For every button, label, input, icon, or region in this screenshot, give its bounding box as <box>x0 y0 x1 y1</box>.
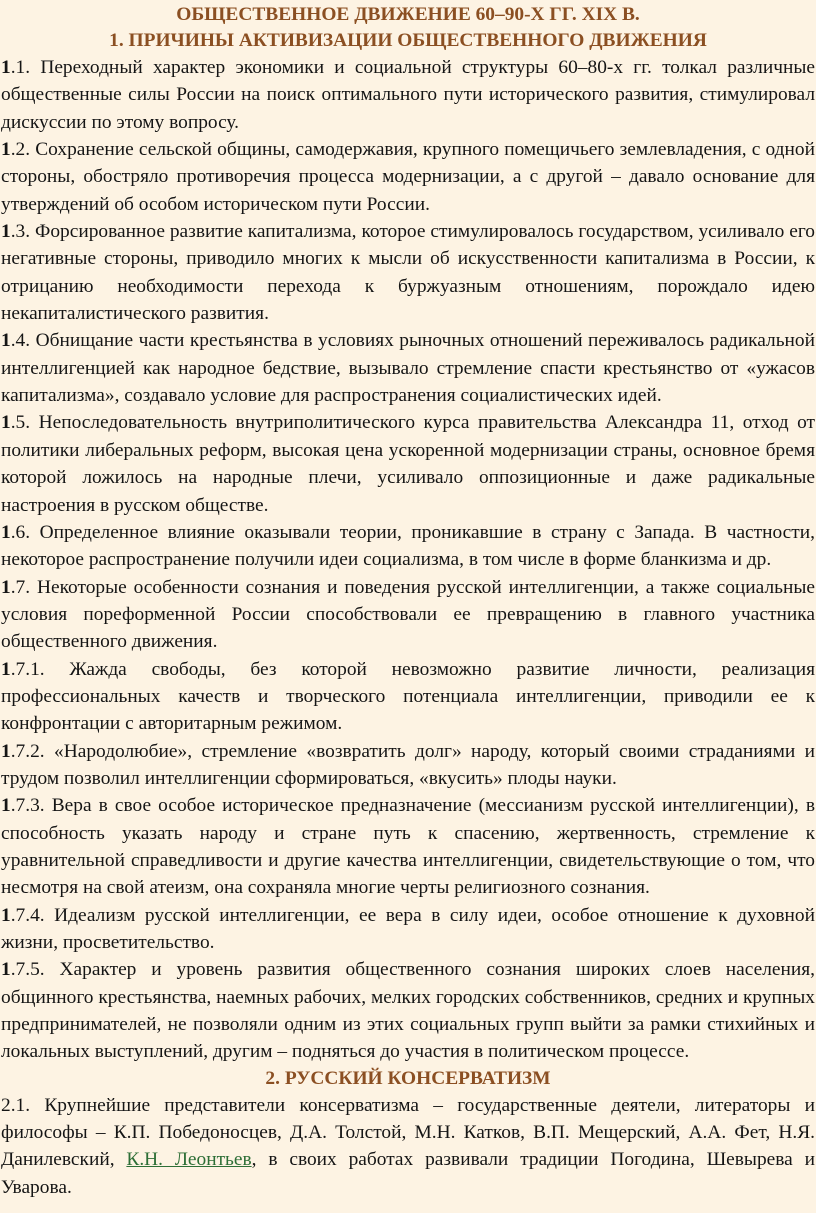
item-text: Переходный характер экономики и социальной структуры 60–80-х гг. толкал различные общественные силы России на поиск оптимального пути исторического развития, стимулировал дискуссии по этому вопросу. <box>1 57 815 133</box>
item-number-bold: 1 <box>1 658 11 680</box>
item-number-bold: 1 <box>1 904 11 926</box>
section-1-list <box>1 54 815 1066</box>
item-text: Некоторые особенности сознания и поведения русской интеллигенции, а также социальные условия пореформенной России способствовали ее превращению в главного участника общественного движения. <box>1 576 815 653</box>
paragraph-1-3 <box>1 218 815 327</box>
item-number: .7.3. <box>10 795 45 817</box>
item-number-bold: 1 <box>1 221 11 243</box>
item-number-bold: 1 <box>1 330 11 352</box>
item-number-bold: 1 <box>1 412 11 434</box>
item-number-bold: 1 <box>1 576 11 598</box>
paragraph-1-5 <box>1 409 815 518</box>
page-title: ОБЩЕСТВЕННОЕ ДВИЖЕНИЕ 60–90-Х ГГ. XIX В. <box>176 4 640 25</box>
item-text: Крупнейшие представители консерватизма – государственные деятели, литераторы и философы – К.П. Победоносцев, Д.А. Толстой, М.Н. Катков, В.П. Мещерский, А.А. Фет, Н.Я. Данилевский, <box>1 1094 815 1171</box>
item-text: Характер и уровень развития общественного сознания широких слоев населения, общинного крестьянства, наемных рабочих, мелких городских собственников, средних и крупных предпринимателей, не позволяли одним из этих социальных групп выйти за рамки стихийных и локальных выступлений, другим – подняться до участия в политическом процессе. <box>1 959 815 1063</box>
item-text: Непоследовательность внутриполитического курса правительства Александра 11, отход от политики либеральных реформ, высокая цена ускоренной модернизации страны, основное бремя которой ложилось на народные плечи, усиливало оппозиционные и даже радикальные настроения в русском обществе. <box>1 412 815 516</box>
item-number-bold: 1 <box>1 740 11 762</box>
leontiev-link[interactable]: К.Н. Леонтьев <box>126 1149 252 1171</box>
item-number: .7.5. <box>10 959 45 981</box>
item-number: .3. <box>10 221 31 243</box>
paragraph-1-7-1 <box>1 656 815 738</box>
item-number: 2.1. <box>1 1094 31 1116</box>
item-number-bold: 1 <box>1 521 11 543</box>
item-text: Обнищание части крестьянства в условиях рыночных отношений переживалось радикальной интеллигенцией как народное бедствие, вызывало стремление спасти крестьянство от «ужасов капитализма», создавало условие для распространения социалистических идей. <box>1 330 815 407</box>
section-2-heading: 2. РУССКИЙ КОНСЕРВАТИЗМ <box>265 1067 551 1089</box>
item-text: Идеализм русской интеллигенции, ее вера в силу идеи, особое отношение к духовной жизни, просветительство. <box>1 904 815 953</box>
item-number: .2. <box>10 139 31 161</box>
item-number-bold: 1 <box>1 57 11 78</box>
item-number: .6. <box>10 521 31 543</box>
paragraph-1-7-5 <box>1 956 815 1065</box>
item-number: .7.4. <box>10 904 45 926</box>
section-1-heading: 1. ПРИЧИНЫ АКТИВИЗАЦИИ ОБЩЕСТВЕННОГО ДВИЖЕНИЯ <box>109 30 707 51</box>
paragraph-1-4 <box>1 327 815 409</box>
item-text: Сохранение сельской общины, самодержавия, крупного помещичьего землевладения, с одной стороны, обостряло противоречия процесса модернизации, а с другой – давало основание для утверждений об особом историческом пути России. <box>1 139 815 215</box>
item-number: .5. <box>10 412 31 434</box>
item-number: .7.2. <box>10 740 45 762</box>
item-number-bold: 1 <box>1 139 11 161</box>
paragraph-2-1 <box>1 1092 815 1201</box>
paragraph-1-2 <box>1 136 815 218</box>
item-text: Жажда свободы, без которой невозможно развитие личности, реализация профессиональных качеств и творческого потенциала интеллигенции, приводили ее к конфронтации с авторитарным режимом. <box>1 658 815 735</box>
paragraph-1-6 <box>1 519 815 574</box>
paragraph-1-7-4 <box>1 902 815 957</box>
item-text: Форсированное развитие капитализма, которое стимулировалось государством, усиливало его негативные стороны, приводило многих к мысли об искусственности капитализма в России, к отрицанию необходимости перехода к буржуазным отношениям, порождало идею некапиталистического развития. <box>1 221 815 325</box>
paragraph-1-7-3 <box>1 792 815 901</box>
paragraph-1-7-2 <box>1 738 815 793</box>
item-number: .7. <box>10 576 31 598</box>
item-number: .7.1. <box>10 658 45 680</box>
item-number-bold: 1 <box>1 795 11 817</box>
item-text: «Народолюбие», стремление «возвратить долг» народу, который своими страданиями и трудом позволил интеллигенции сформироваться, «вкусить» плоды науки. <box>1 740 815 789</box>
item-number: .4. <box>10 330 31 352</box>
paragraph-1-7 <box>1 574 815 656</box>
item-text-end: , в своих работах развивали традиции Погодина, Шевырева и Уварова. <box>1 1149 815 1198</box>
item-number: .1. <box>10 57 31 78</box>
item-text: Определенное влияние оказывали теории, проникавшие в страну с Запада. В частности, некоторое распространение получили идеи социализма, в том числе в форме бланкизма и др. <box>1 521 815 571</box>
item-text: Вера в свое особое историческое предназначение (мессианизм русской интеллигенции), в способность указать народу и стране путь к спасению, жертвенность, стремление к уравнительной справедливости и другие качества интеллигенции, свидетельствующие о том, что несмотря на свой атеизм, она сохраняла многие черты религиозного сознания. <box>1 795 815 899</box>
paragraph-1-1 <box>1 54 815 136</box>
item-number-bold: 1 <box>1 959 11 981</box>
